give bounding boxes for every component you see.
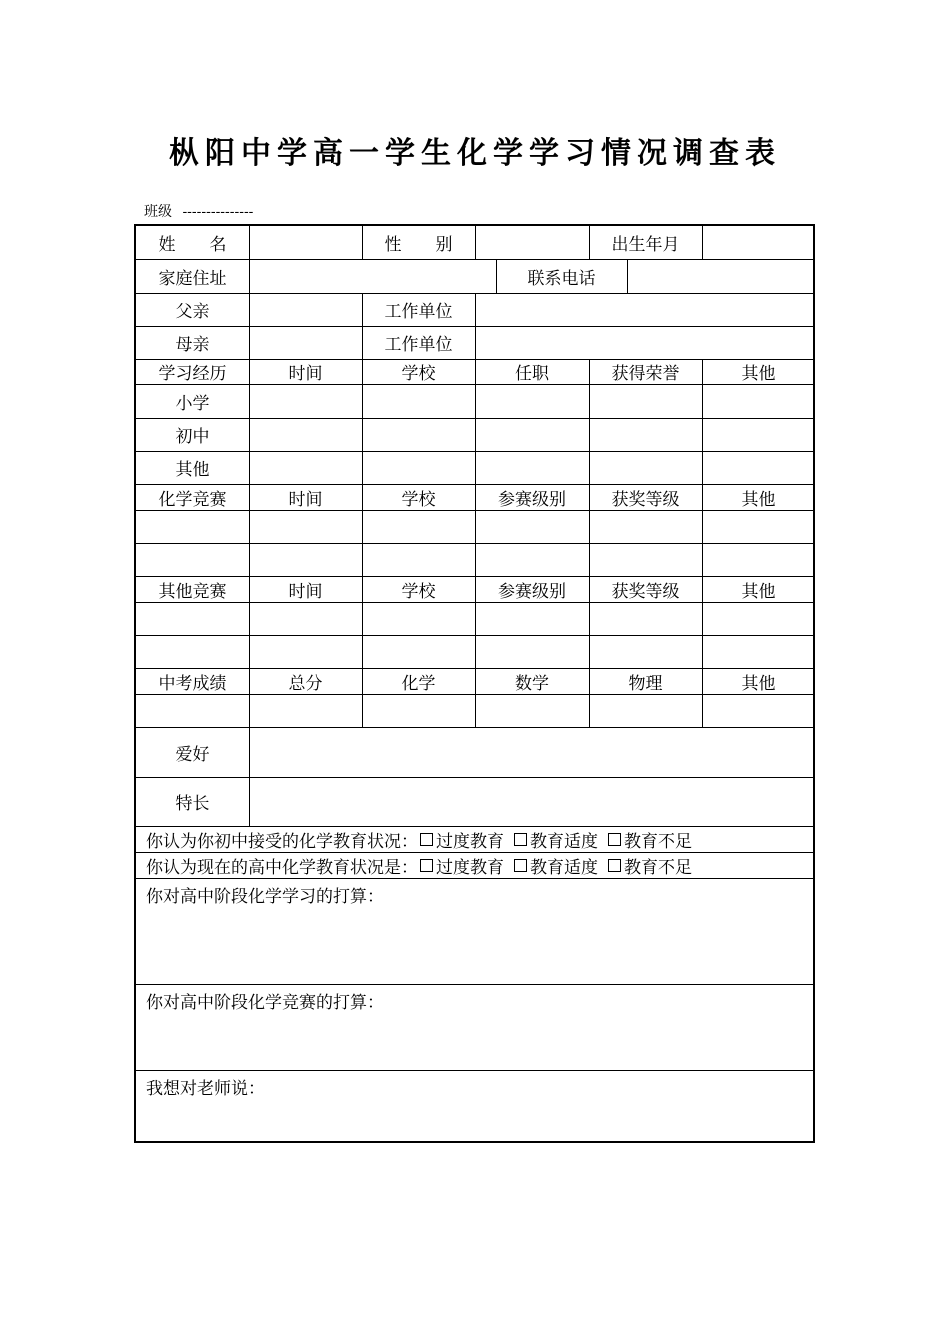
q2-option-label: 教育适度 (530, 857, 598, 878)
checkbox[interactable] (608, 833, 621, 846)
study-cell[interactable] (249, 451, 362, 484)
study-cell[interactable] (589, 451, 702, 484)
address-input[interactable] (249, 259, 496, 293)
other-competition-cell[interactable] (362, 635, 475, 668)
checkbox[interactable] (514, 859, 527, 872)
gender-input[interactable] (475, 226, 589, 259)
address-label: 家庭住址 (158, 268, 227, 289)
hobby-input[interactable] (249, 727, 815, 777)
study-cell[interactable] (249, 418, 362, 451)
chem-competition-cell[interactable] (475, 543, 589, 576)
other-competition-cell[interactable] (702, 602, 815, 635)
mother-work-input[interactable] (475, 326, 815, 359)
other-competition-header-1: 时间 (288, 581, 323, 602)
chem-competition-header-5: 其他 (741, 489, 776, 510)
checkbox[interactable] (514, 833, 527, 846)
study-cell[interactable] (702, 451, 815, 484)
chem-competition-header-2: 学校 (401, 489, 436, 510)
exam-header-4: 物理 (628, 673, 663, 694)
other-competition-header-4: 获奖等级 (611, 581, 680, 602)
name-input[interactable] (249, 226, 362, 259)
study-header-5: 其他 (741, 364, 776, 384)
q4-plan-competition[interactable]: 你对高中阶段化学竞赛的打算： (146, 993, 384, 1013)
form-title: 枞阳中学高一学生化学学习情况调查表 (169, 136, 781, 171)
q1-option-label: 教育不足 (624, 831, 692, 852)
other-competition-cell[interactable] (136, 635, 249, 668)
other-competition-cell[interactable] (475, 635, 589, 668)
chem-competition-cell[interactable] (136, 543, 249, 576)
exam-header-3: 数学 (515, 673, 549, 694)
gender-label: 性 别 (384, 235, 453, 255)
phone-input[interactable] (627, 259, 815, 293)
specialty-input[interactable] (249, 777, 815, 826)
study-cell[interactable] (702, 384, 815, 418)
chem-competition-header-3: 参赛级别 (498, 489, 566, 510)
exam-header-2: 化学 (401, 673, 436, 694)
class-blank[interactable]: --------------- (182, 204, 254, 220)
q2-option-label: 教育不足 (624, 857, 692, 878)
chem-competition-header-4: 获奖等级 (611, 489, 680, 510)
other-competition-cell[interactable] (702, 635, 815, 668)
study-row-label: 小学 (175, 393, 210, 414)
study-header-3: 任职 (515, 364, 549, 384)
chem-competition-cell[interactable] (702, 543, 815, 576)
birth-label: 出生年月 (611, 235, 680, 255)
q1-row (136, 826, 815, 852)
mother-input[interactable] (249, 326, 362, 359)
mother-label: 母亲 (175, 335, 210, 355)
exam-cell[interactable] (249, 694, 362, 727)
other-competition-header-2: 学校 (401, 581, 436, 602)
chem-competition-cell[interactable] (249, 510, 362, 543)
chem-competition-cell[interactable] (589, 543, 702, 576)
other-competition-cell[interactable] (475, 602, 589, 635)
mother-work-label: 工作单位 (384, 335, 453, 355)
chem-competition-header-1: 时间 (288, 489, 323, 510)
other-competition-cell[interactable] (249, 635, 362, 668)
q3-plan-study[interactable]: 你对高中阶段化学学习的打算： (146, 887, 384, 907)
chem-competition-cell[interactable] (249, 543, 362, 576)
study-cell[interactable] (475, 418, 589, 451)
study-cell[interactable] (362, 418, 475, 451)
father-label: 父亲 (175, 302, 210, 322)
exam-header-1: 总分 (288, 673, 323, 694)
hobby-label: 爱好 (175, 744, 210, 765)
q2-option-label: 过度教育 (436, 857, 504, 878)
checkbox[interactable] (608, 859, 621, 872)
exam-cell[interactable] (702, 694, 815, 727)
other-competition-cell[interactable] (589, 602, 702, 635)
exam-cell[interactable] (475, 694, 589, 727)
exam-cell[interactable] (589, 694, 702, 727)
exam-cell[interactable] (362, 694, 475, 727)
name-label: 姓 名 (158, 235, 227, 255)
q1-prompt: 你认为你初中接受的化学教育状况： (146, 831, 418, 852)
chem-competition-cell[interactable] (362, 543, 475, 576)
study-cell[interactable] (589, 418, 702, 451)
checkbox[interactable] (420, 833, 433, 846)
q1-option-label: 教育适度 (530, 831, 598, 852)
other-competition-cell[interactable] (249, 602, 362, 635)
phone-label: 联系电话 (527, 268, 596, 289)
father-work-label: 工作单位 (384, 302, 453, 322)
study-header-2: 学校 (401, 364, 436, 384)
chem-competition-cell[interactable] (362, 510, 475, 543)
father-input[interactable] (249, 293, 362, 326)
study-cell[interactable] (475, 451, 589, 484)
study-cell[interactable] (362, 384, 475, 418)
other-competition-header-3: 参赛级别 (498, 581, 566, 602)
q2-row (136, 852, 815, 878)
exam-header-0: 中考成绩 (158, 673, 227, 694)
survey-table (134, 224, 815, 1143)
class-line (144, 201, 253, 221)
chem-competition-header-0: 化学竞赛 (158, 489, 227, 510)
birth-input[interactable] (702, 226, 815, 259)
other-competition-header-0: 其他竞赛 (158, 581, 227, 602)
other-competition-cell[interactable] (589, 635, 702, 668)
study-row-label: 其他 (175, 460, 210, 480)
study-header-0: 学习经历 (158, 364, 227, 384)
study-header-4: 获得荣誉 (611, 364, 680, 384)
study-cell[interactable] (249, 384, 362, 418)
chem-competition-cell[interactable] (702, 510, 815, 543)
exam-cell[interactable] (136, 694, 249, 727)
q5-message-to-teacher[interactable]: 我想对老师说： (146, 1079, 265, 1099)
study-cell[interactable] (362, 451, 475, 484)
chem-competition-cell[interactable] (136, 510, 249, 543)
other-competition-cell[interactable] (136, 602, 249, 635)
q1-option-label: 过度教育 (436, 831, 504, 852)
checkbox[interactable] (420, 859, 433, 872)
chem-competition-cell[interactable] (589, 510, 702, 543)
exam-header-5: 其他 (741, 673, 776, 694)
other-competition-cell[interactable] (362, 602, 475, 635)
study-cell[interactable] (475, 384, 589, 418)
class-label: 班级 (144, 204, 172, 220)
specialty-label: 特长 (175, 794, 210, 814)
chem-competition-cell[interactable] (475, 510, 589, 543)
study-header-1: 时间 (288, 364, 323, 384)
other-competition-header-5: 其他 (741, 581, 776, 602)
study-cell[interactable] (589, 384, 702, 418)
study-row-label: 初中 (175, 427, 210, 447)
father-work-input[interactable] (475, 293, 815, 326)
study-cell[interactable] (702, 418, 815, 451)
q2-prompt: 你认为现在的高中化学教育状况是： (146, 857, 418, 878)
